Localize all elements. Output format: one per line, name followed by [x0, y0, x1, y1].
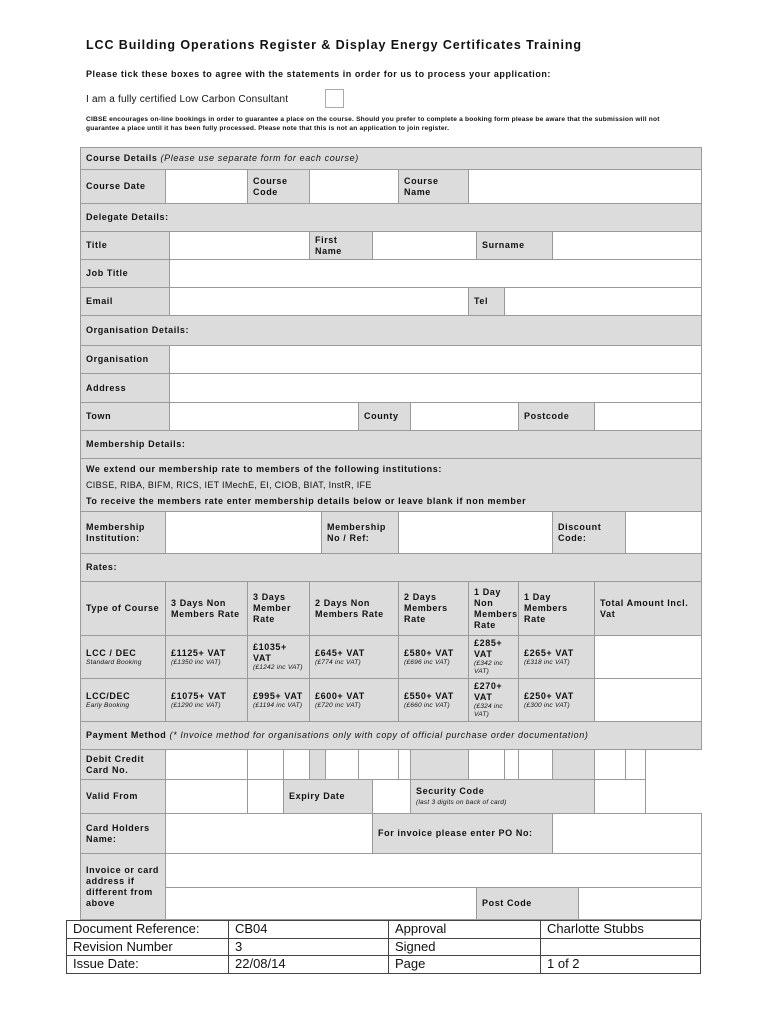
rates-heading: Rates: — [81, 554, 702, 582]
rate-header-1day-member: 1 Day Members Rate — [519, 582, 595, 636]
rate-header-1day-non: 1 Day Non Members Rate — [469, 582, 519, 636]
postcode-field[interactable] — [595, 403, 702, 431]
membership-institution-field[interactable] — [166, 512, 322, 554]
course-date-field[interactable] — [166, 170, 248, 204]
issue-date-label: Issue Date: — [67, 956, 229, 974]
total-amount-standard-field[interactable] — [595, 636, 702, 679]
title-label: Title — [81, 232, 170, 260]
rate-cell: £1125+ VAT (£1350 inc VAT) — [166, 636, 248, 679]
town-label: Town — [81, 403, 170, 431]
rate-header-2day-non: 2 Days Non Members Rate — [310, 582, 399, 636]
form-title: LCC Building Operations Register & Display Energy Certificates Training — [86, 38, 582, 52]
rate-row-standard — [81, 636, 702, 679]
rate-cell: £250+ VAT (£300 inc VAT) — [519, 679, 595, 722]
card-holder-label: Card Holders Name: — [81, 814, 166, 854]
post-code-label: Post Code — [477, 888, 579, 920]
course-details-heading: Course Details (Please use separate form for each course) — [81, 148, 702, 170]
course-code-field[interactable] — [310, 170, 399, 204]
card-digit-box[interactable] — [326, 750, 359, 780]
page-label: Page — [389, 956, 541, 974]
rate-cell: £285+ VAT (£342 inc VAT) — [469, 636, 519, 679]
valid-from-month-field[interactable] — [166, 780, 248, 814]
rate-cell: £1035+ VAT (£1242 inc VAT) — [248, 636, 310, 679]
surname-field[interactable] — [553, 232, 702, 260]
card-digit-box[interactable] — [626, 750, 646, 780]
po-number-field[interactable] — [553, 814, 702, 854]
card-holder-field[interactable] — [166, 814, 373, 854]
rate-cell: £265+ VAT (£318 inc VAT) — [519, 636, 595, 679]
issue-date-value: 22/08/14 — [229, 956, 389, 974]
consultant-checkbox[interactable] — [325, 89, 344, 108]
card-digit-box[interactable] — [595, 750, 626, 780]
card-digit-box[interactable] — [519, 750, 553, 780]
email-label: Email — [81, 288, 170, 316]
rate-header-2day-member: 2 Days Members Rate — [399, 582, 469, 636]
county-label: County — [359, 403, 411, 431]
membership-no-label: Membership No / Ref: — [322, 512, 399, 554]
first-name-field[interactable] — [373, 232, 477, 260]
rate-type-standard: LCC / DEC Standard Booking — [81, 636, 166, 679]
membership-institutions-list: CIBSE, RIBA, BIFM, RICS, IET IMechE, EI, CIOB, BIAT, InstR, IFE — [86, 480, 372, 490]
invoice-address-label: Invoice or card address if different from above — [81, 854, 166, 920]
course-name-label: Course Name — [399, 170, 469, 204]
rate-cell: £270+ VAT (£324 inc VAT) — [469, 679, 519, 722]
payment-method-heading: Payment Method (* Invoice method for organisations only with copy of official purchase order documentation) — [81, 722, 702, 750]
card-digit-box[interactable] — [399, 750, 411, 780]
membership-instruction-text: To receive the members rate enter membership details below or leave blank if non member — [86, 496, 527, 506]
security-code-field[interactable] — [595, 780, 646, 814]
valid-from-year-field[interactable] — [248, 780, 284, 814]
job-title-label: Job Title — [81, 260, 170, 288]
revision-label: Revision Number — [67, 938, 229, 956]
rate-header-3day-member: 3 Days Member Rate — [248, 582, 310, 636]
tel-field[interactable] — [505, 288, 702, 316]
application-form — [80, 147, 702, 920]
total-amount-early-field[interactable] — [595, 679, 702, 722]
page-value: 1 of 2 — [541, 956, 701, 974]
course-name-field[interactable] — [469, 170, 702, 204]
rate-cell: £600+ VAT (£720 inc VAT) — [310, 679, 399, 722]
card-digit-box[interactable] — [248, 750, 284, 780]
card-digit-box[interactable] — [359, 750, 399, 780]
course-code-label: Course Code — [248, 170, 310, 204]
security-code-label: Security Code (last 3 digits on back of card) — [411, 780, 595, 814]
rates-header-row — [81, 582, 702, 636]
title-field[interactable] — [170, 232, 310, 260]
expiry-date-label: Expiry Date — [284, 780, 373, 814]
signed-label: Signed — [389, 938, 541, 956]
membership-details-heading: Membership Details: — [81, 431, 702, 459]
approval-value: Charlotte Stubbs — [541, 921, 701, 939]
doc-ref-value: CB04 — [229, 921, 389, 939]
approval-label: Approval — [389, 921, 541, 939]
card-digit-box[interactable] — [505, 750, 519, 780]
card-digit-box[interactable] — [166, 750, 248, 780]
email-field[interactable] — [170, 288, 469, 316]
delegate-details-heading: Delegate Details: — [81, 204, 702, 232]
rate-cell: £580+ VAT (£696 inc VAT) — [399, 636, 469, 679]
po-number-label: For invoice please enter PO No: — [373, 814, 553, 854]
rate-header-total: Total Amount Incl. Vat — [595, 582, 702, 636]
signed-value — [541, 938, 701, 956]
postcode-label: Postcode — [519, 403, 595, 431]
tick-instruction: Please tick these boxes to agree with the statements in order for us to process your application: — [86, 69, 551, 79]
rate-cell: £1075+ VAT (£1290 inc VAT) — [166, 679, 248, 722]
post-code-field[interactable] — [579, 888, 702, 920]
invoice-address-line2-field[interactable] — [166, 888, 477, 920]
card-digit-box[interactable] — [553, 750, 595, 780]
town-field[interactable] — [170, 403, 359, 431]
rate-cell: £550+ VAT (£660 inc VAT) — [399, 679, 469, 722]
doc-ref-label: Document Reference: — [67, 921, 229, 939]
surname-label: Surname — [477, 232, 553, 260]
rate-cell: £995+ VAT (£1194 inc VAT) — [248, 679, 310, 722]
discount-code-field[interactable] — [626, 512, 702, 554]
document-footer — [66, 920, 701, 974]
valid-from-label: Valid From — [81, 780, 166, 814]
county-field[interactable] — [411, 403, 519, 431]
organisation-details-heading: Organisation Details: — [81, 316, 702, 346]
rate-row-early — [81, 679, 702, 722]
address-label: Address — [81, 374, 170, 403]
rate-type-early: LCC/DEC Early Booking — [81, 679, 166, 722]
discount-code-label: Discount Code: — [553, 512, 626, 554]
card-digit-box[interactable] — [469, 750, 505, 780]
card-digit-box[interactable] — [284, 750, 310, 780]
first-name-label: First Name — [310, 232, 373, 260]
invoice-address-line1-field[interactable] — [166, 854, 702, 888]
expiry-month-field[interactable] — [373, 780, 411, 814]
membership-info — [81, 459, 702, 512]
rate-header-3day-non: 3 Days Non Members Rate — [166, 582, 248, 636]
consultant-statement: I am a fully certified Low Carbon Consultant — [86, 94, 289, 105]
card-number-label: Debit Credit Card No. — [81, 750, 166, 780]
tel-label: Tel — [469, 288, 505, 316]
membership-no-field[interactable] — [399, 512, 553, 554]
job-title-field[interactable] — [170, 260, 702, 288]
card-digit-box[interactable] — [411, 750, 469, 780]
membership-extend-text: We extend our membership rate to members of the following institutions: — [86, 464, 442, 474]
booking-notice: CIBSE encourages on-line bookings in order to guarantee a place on the course. Should you prefer to complete a booking form please be aware that the submission will not guarantee a place until it has been fully processed. Please note that this is not an application to join register. — [86, 116, 660, 132]
address-field[interactable] — [170, 374, 702, 403]
course-date-label: Course Date — [81, 170, 166, 204]
membership-institution-label: Membership Institution: — [81, 512, 166, 554]
revision-value: 3 — [229, 938, 389, 956]
card-digit-box[interactable] — [310, 750, 326, 780]
organisation-field[interactable] — [170, 346, 702, 374]
rate-header-type: Type of Course — [81, 582, 166, 636]
organisation-label: Organisation — [81, 346, 170, 374]
rate-cell: £645+ VAT (£774 inc VAT) — [310, 636, 399, 679]
